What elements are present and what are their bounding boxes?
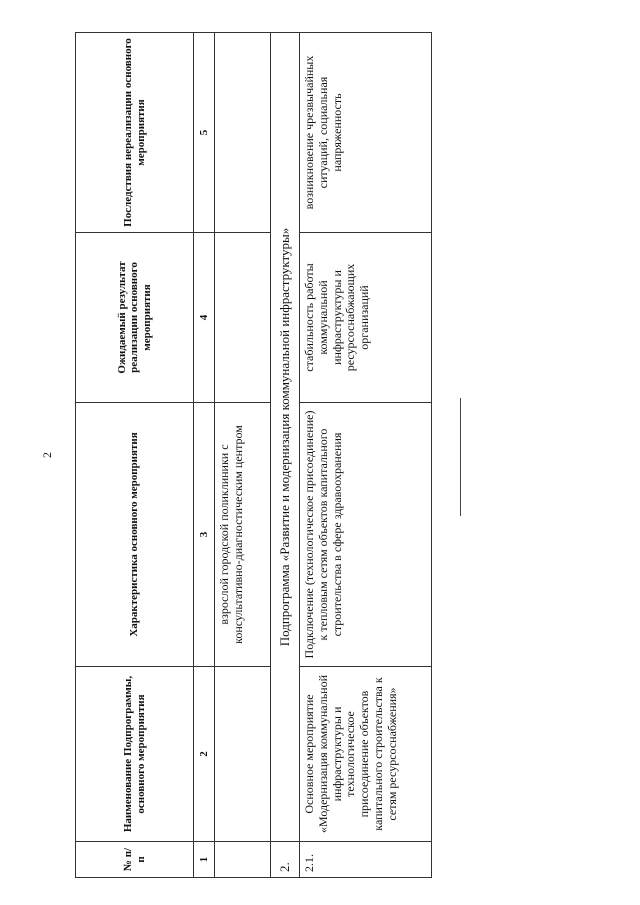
table-cell <box>215 33 271 233</box>
subprogram-row <box>271 33 300 878</box>
rotated-table-wrapper <box>75 33 432 878</box>
table-cell <box>215 667 271 842</box>
subprogram-title: Подпрограмма «Развитие и модернизация коммунальной инфраструктуры» <box>271 33 300 842</box>
subprogram-number: 2. <box>271 842 300 878</box>
column-number: 2 <box>194 667 215 842</box>
table-cell: Подключение (технологическое присоединение) к тепловым сетям объектов капитального строительства в сфере здравоохранения <box>300 403 432 667</box>
measures-table <box>75 32 432 878</box>
header-cell: Наименование Подпрограммы, основного мероприятия <box>76 667 194 842</box>
column-number-row <box>194 33 215 878</box>
column-number: 3 <box>194 403 215 667</box>
page-number: 2 <box>40 452 54 458</box>
column-number: 4 <box>194 233 215 403</box>
table-row <box>215 33 271 878</box>
table-cell <box>215 842 271 878</box>
column-number: 1 <box>194 842 215 878</box>
table-row <box>300 33 432 878</box>
table-cell: Основное мероприятие «Модернизация коммунальной инфраструктуры и технологическое присоединение объектов капитального строительства к сетям ресурсоснабжения» <box>300 667 432 842</box>
table-cell <box>215 233 271 403</box>
signature-line <box>460 398 461 516</box>
header-row <box>76 33 194 878</box>
table-cell: стабильность работы коммунальной инфраструктуры и ресурсоснабжающих организаций <box>300 233 432 403</box>
column-number: 5 <box>194 33 215 233</box>
header-cell: Характеристика основного мероприятия <box>76 403 194 667</box>
header-cell: Ожидаемый результат реализации основного мероприятия <box>76 233 194 403</box>
table-cell: взрослой городской поликлиники с консультативно-диагностическим центром <box>215 403 271 667</box>
header-cell: № п/п <box>76 842 194 878</box>
table-cell: 2.1. <box>300 842 432 878</box>
header-cell: Последствия нереализации основного мероприятия <box>76 33 194 233</box>
table-cell: возникновение чрезвычайных ситуаций, социальная напряженность <box>300 33 432 233</box>
